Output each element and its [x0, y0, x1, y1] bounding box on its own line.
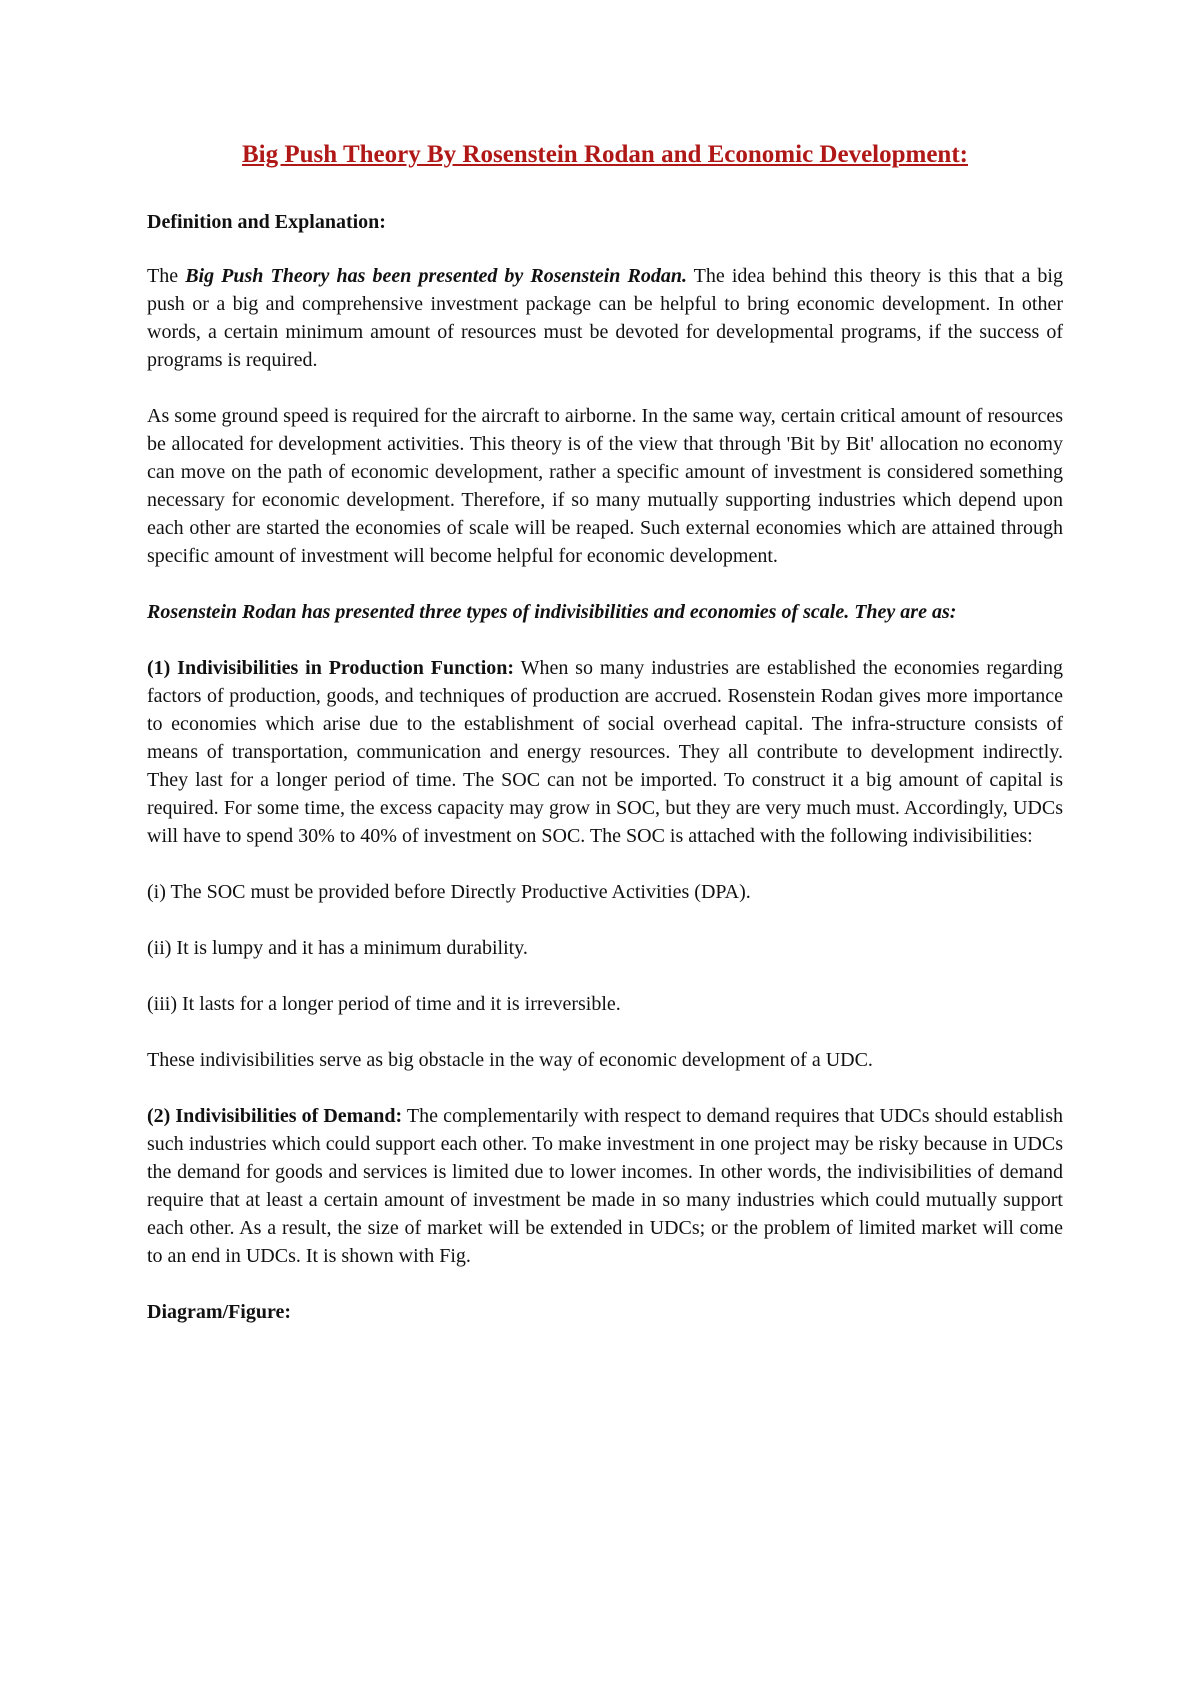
demand-lead: (2) Indivisibilities of Demand: [147, 1105, 403, 1127]
paragraph-production-function [147, 654, 1063, 850]
intro-emphasis: Big Push Theory has been presented by Rosenstein Rodan. [185, 265, 687, 287]
paragraph-demand [147, 1102, 1063, 1270]
production-function-lead: (1) Indivisibilities in Production Function: [147, 657, 515, 679]
list-item-iii: (iii) It lasts for a longer period of time and it is irreversible. [147, 993, 621, 1015]
list-item-ii: (ii) It is lumpy and it has a minimum durability. [147, 937, 528, 959]
list-item-i: (i) The SOC must be provided before Directly Productive Activities (DPA). [147, 881, 751, 903]
paragraph-ground-speed: As some ground speed is required for the aircraft to airborne. In the same way, certain critical amount of resources be allocated for development activities. This theory is of the view that through 'Bit by Bit' allocation no economy can move on the path of economic development, rather a specific amount of investment is considered something necessary for economic development. Therefore, if so many mutually supporting industries which depend upon each other are started the economies of scale will be reaped. Such external economies which are attained through specific amount of investment will become helpful for economic development. [147, 405, 1063, 567]
intro-rest: The idea behind this theory is this that a big push or a big and comprehensive investment package can be helpful to bring economic development. In other words, a certain minimum amount of resources must be devoted for developmental programs, if the success of programs is required. [147, 265, 1063, 371]
paragraph-three-types: Rosenstein Rodan has presented three types of indivisibilities and economies of scale. They are as: [147, 601, 957, 623]
heading-diagram: Diagram/Figure: [147, 1301, 292, 1323]
document-page [147, 140, 1063, 1352]
heading-definition: Definition and Explanation: [147, 211, 386, 233]
production-function-text: When so many industries are established the economies regarding factors of production, goods, and techniques of production are accrued. Rosenstein Rodan gives more importance to economies which arise due to the establishment of social overhead capital. The infra-structure consists of means of transportation, communication and energy resources. They all contribute to development indirectly. They last for a longer period of time. The SOC can not be imported. To construct it a big amount of capital is required. For some time, the excess capacity may grow in SOC, but they are very much must. Accordingly, UDCs will have to spend 30% to 40% of investment on SOC. The SOC is attached with the following indivisibilities: [147, 657, 1063, 847]
document-title: Big Push Theory By Rosenstein Rodan and Economic Development: [242, 141, 968, 168]
paragraph-obstacle: These indivisibilities serve as big obstacle in the way of economic development of a UDC. [147, 1049, 873, 1071]
intro-prefix: The [147, 265, 186, 287]
demand-text: The complementarily with respect to demand requires that UDCs should establish such industries which could support each other. To make investment in one project may be risky because in UDCs the demand for goods and services is limited due to lower incomes. In other words, the indivisibilities of demand require that at least a certain amount of investment be made in so many industries which could mutually support each other. As a result, the size of market will be extended in UDCs; or the problem of limited market will come to an end in UDCs. It is shown with Fig. [147, 1105, 1063, 1267]
paragraph-intro [147, 262, 1063, 374]
